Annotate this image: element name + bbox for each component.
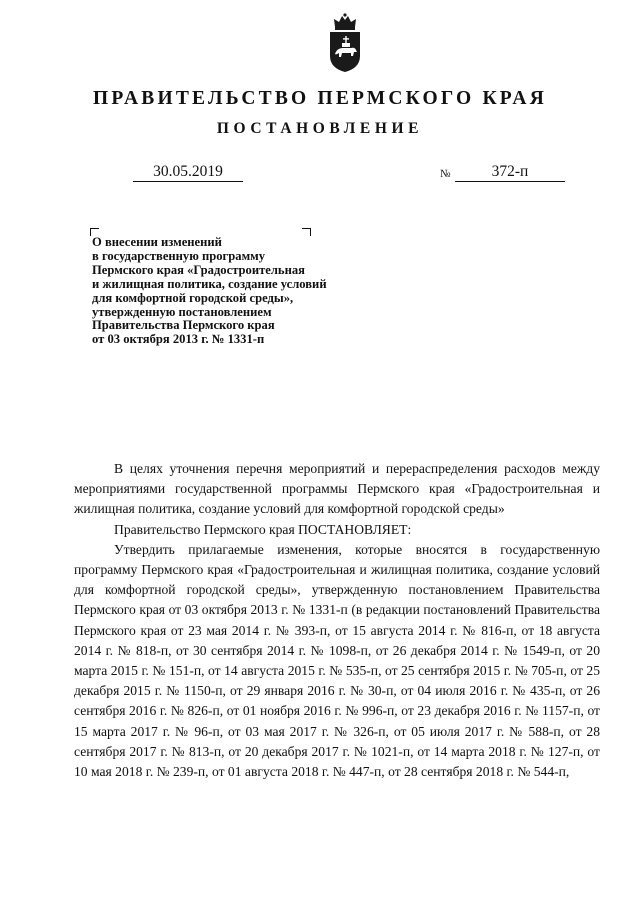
document-body <box>74 459 600 782</box>
document-subject <box>92 236 392 347</box>
body-paragraph-preamble: В целях уточнения перечня мероприятий и перераспределения расходов между мероприятиями государственной программы Пермского края «Градостроительная и жилищная политика, создание условий для комфортной городской среды» <box>74 461 600 517</box>
document-number: 372-п <box>455 163 565 182</box>
number-sign: № <box>440 168 451 180</box>
subject-line: О внесении изменений <box>92 235 222 249</box>
subject-line: в государственную программу <box>92 248 266 263</box>
subject-line: утвержденную постановлением <box>92 304 272 319</box>
subject-line: Пермского края «Градостроительная <box>92 262 305 277</box>
subject-line: Правительства Пермского края <box>92 318 275 333</box>
subject-line: и жилищная политика, создание условий <box>92 276 327 291</box>
body-paragraph-approve: Утвердить прилагаемые изменения, которые вносятся в государственную программу Пермского края «Градостроительная и жилищная политика, создание условий для комфортной городской среды», утвержденную постановлением Правительства Пермского края от 03 октября 2013 г. № 1331-п (в редакции постановлений Правительства Пермского края от 23 мая 2014 г. № 393-п, от 15 августа 2014 г. № 816-п, от 18 августа 2014 г. № 818-п, от 30 сентября 2014 г. № 1098-п, от 26 декабря 2014 г. № 1549-п, от 20 марта 2015 г. № 151-п, от 14 августа 2015 г. № 535-п, от 25 сентября 2015 г. № 705-п, от 25 декабря 2015 г. № 1150-п, от 29 января 2016 г. № 30-п, от 04 июля 2016 г. № 435-п, от 26 сентября 2016 г. № 826-п, от 01 ноября 2016 г. № 996-п, от 23 декабря 2016 г. № 1157-п, от 15 марта 2017 г. № 96-п, от 03 мая 2017 г. № 326-п, от 05 июля 2017 г. № 588-п, от 28 сентября 2017 г. № 813-п, от 20 декабря 2017 г. № 1021-п, от 14 марта 2018 г. № 127-п, от 10 мая 2018 г. № 239-п, от 01 августа 2018 г. № 447-п, от 28 сентября 2018 г. № 544-п, <box>74 541 600 780</box>
coat-of-arms-icon <box>326 12 364 74</box>
document-date: 30.05.2019 <box>133 163 243 182</box>
subject-bracket-right <box>302 228 311 236</box>
body-paragraph-resolves: Правительство Пермского края ПОСТАНОВЛЯЕТ: <box>114 521 412 537</box>
document-type: ПОСТАНОВЛЕНИЕ <box>216 120 424 137</box>
government-title: ПРАВИТЕЛЬСТВО ПЕРМСКОГО КРАЯ <box>93 88 547 109</box>
subject-line: для комфортной городской среды», <box>92 290 294 305</box>
subject-line: от 03 октября 2013 г. № 1331-п <box>92 332 265 347</box>
